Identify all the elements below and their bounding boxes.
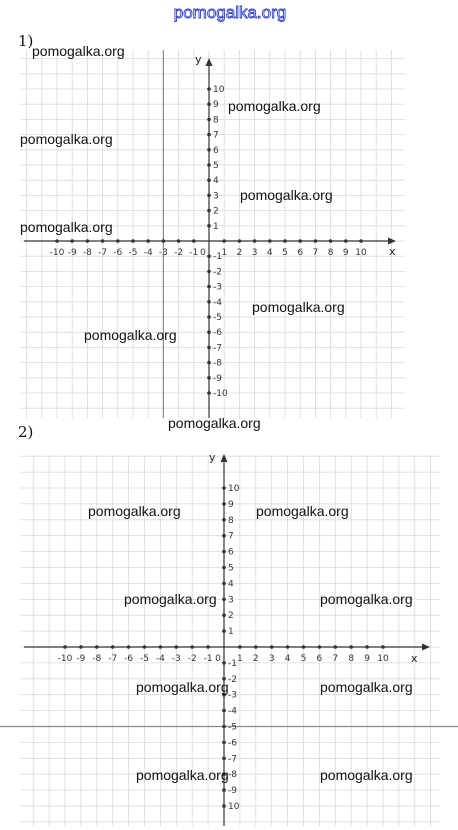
x-tick-label: 1 <box>237 654 243 664</box>
watermark-text: pomogalka.org <box>136 679 229 695</box>
x-tick-dot <box>359 239 363 243</box>
y-tick-dot <box>222 566 226 570</box>
y-tick-label: 8 <box>228 515 234 526</box>
x-tick-label: 5 <box>300 654 307 664</box>
x-tick-dot <box>131 239 135 243</box>
x-tick-label: -8 <box>82 248 92 258</box>
y-tick-label: 2 <box>228 611 234 622</box>
y-tick-dot <box>207 361 211 365</box>
x-tick-dot <box>349 645 353 649</box>
y-tick-label: -4 <box>228 706 237 717</box>
y-tick-label: -7 <box>228 754 237 765</box>
y-tick-label: 6 <box>213 145 219 156</box>
y-axis-arrow <box>206 58 213 66</box>
y-tick-label: 10 <box>213 85 225 95</box>
x-tick-label: -1 <box>203 654 213 664</box>
watermark-text: pomogalka.org <box>88 503 181 519</box>
y-tick-dot <box>222 661 226 665</box>
y-tick-dot <box>222 550 226 554</box>
x-tick-label: 0 <box>200 248 206 258</box>
y-tick-label: -6 <box>228 738 237 749</box>
x-tick-dot <box>334 645 338 649</box>
watermark-text: pomogalka.org <box>252 299 345 315</box>
y-tick-dot <box>207 330 211 334</box>
watermark-text: pomogalka.org <box>168 415 261 431</box>
x-tick-dot <box>318 645 322 649</box>
y-tick-label: -3 <box>213 282 222 293</box>
x-tick-dot <box>143 645 147 649</box>
x-tick-label: -5 <box>128 248 138 258</box>
y-tick-label: 1 <box>213 221 219 232</box>
site-title: pomogalka.org <box>173 3 287 22</box>
y-tick-label: 5 <box>213 161 219 171</box>
y-tick-label: -9 <box>213 373 222 384</box>
x-tick-dot <box>192 239 196 243</box>
x-tick-label: 2 <box>236 248 243 258</box>
y-tick-dot <box>207 391 211 395</box>
x-tick-label: 6 <box>297 248 304 258</box>
part-label: 2) <box>18 423 34 441</box>
y-tick-dot <box>222 757 226 761</box>
y-tick-label: 6 <box>228 547 234 558</box>
y-tick-label: -8 <box>228 770 237 781</box>
y-tick-dot <box>207 270 211 274</box>
coordinate-plane-2 <box>0 423 458 826</box>
y-tick-label: -9 <box>228 786 237 797</box>
x-tick-label: 9 <box>342 248 349 258</box>
x-tick-label: 9 <box>364 654 370 664</box>
x-axis-name: x <box>389 245 396 258</box>
y-tick-label: -10 <box>213 389 228 399</box>
x-tick-dot <box>70 239 74 243</box>
y-tick-label: 7 <box>228 531 234 542</box>
y-tick-label: 3 <box>213 191 219 202</box>
y-tick-dot <box>222 518 226 522</box>
x-tick-label: 8 <box>348 654 355 664</box>
y-tick-label: -4 <box>213 297 222 308</box>
x-tick-label: -10 <box>57 654 73 664</box>
watermark-text: pomogalka.org <box>228 98 321 114</box>
x-tick-label: 5 <box>282 248 288 258</box>
watermark-text: pomogalka.org <box>136 767 229 783</box>
x-tick-label: 10 <box>377 654 389 664</box>
x-tick-dot <box>206 645 210 649</box>
y-tick-label: 8 <box>213 115 219 126</box>
y-tick-dot <box>207 224 211 228</box>
x-tick-dot <box>177 239 181 243</box>
coordinate-plane-1 <box>18 32 405 431</box>
x-tick-dot <box>222 239 226 243</box>
x-axis-arrow <box>388 238 396 245</box>
x-tick-label: -2 <box>174 248 184 258</box>
y-tick-dot <box>222 613 226 617</box>
y-tick-label: 5 <box>228 563 234 574</box>
x-tick-label: 0 <box>215 654 221 664</box>
y-tick-dot <box>222 502 226 506</box>
x-tick-dot <box>190 645 194 649</box>
x-tick-label: -10 <box>49 248 65 258</box>
x-tick-dot <box>253 239 257 243</box>
y-tick-label: 9 <box>228 499 234 510</box>
x-tick-dot <box>86 239 90 243</box>
y-tick-dot <box>207 315 211 319</box>
y-tick-label: 1 <box>228 627 234 638</box>
x-tick-dot <box>298 239 302 243</box>
x-tick-dot <box>162 239 166 243</box>
y-tick-label: -7 <box>213 343 222 354</box>
x-tick-dot <box>238 645 242 649</box>
y-tick-label: 9 <box>213 100 219 111</box>
y-tick-label: -6 <box>213 328 222 339</box>
y-tick-label: -2 <box>228 674 237 685</box>
x-tick-label: -6 <box>124 654 134 664</box>
x-tick-label: 4 <box>284 654 291 664</box>
x-tick-label: 6 <box>316 654 323 664</box>
y-tick-dot <box>222 725 226 729</box>
x-tick-label: -9 <box>67 248 77 258</box>
watermark-text: pomogalka.org <box>32 43 125 59</box>
x-tick-label: -8 <box>92 654 102 664</box>
x-tick-dot <box>381 645 385 649</box>
x-tick-label: 1 <box>221 248 228 258</box>
y-axis-name: y <box>195 53 202 66</box>
x-tick-dot <box>111 645 115 649</box>
y-tick-label: -3 <box>228 690 237 701</box>
x-tick-dot <box>344 239 348 243</box>
watermark-text: pomogalka.org <box>320 679 413 695</box>
y-tick-dot <box>207 163 211 167</box>
watermark-text: pomogalka.org <box>20 131 113 147</box>
x-tick-dot <box>254 645 258 649</box>
y-tick-dot <box>222 741 226 745</box>
y-tick-dot <box>207 148 211 152</box>
y-tick-label: 2 <box>213 206 219 217</box>
x-tick-dot <box>116 239 120 243</box>
y-tick-dot <box>222 534 226 538</box>
y-axis-arrow <box>221 454 228 462</box>
y-tick-dot <box>222 629 226 633</box>
x-tick-dot <box>365 645 369 649</box>
y-tick-label: -2 <box>213 267 222 278</box>
x-axis-arrow <box>422 644 430 651</box>
x-tick-label: -3 <box>171 654 181 664</box>
y-tick-label: -5 <box>213 313 222 323</box>
x-tick-label: 8 <box>327 248 334 258</box>
x-tick-label: -1 <box>189 248 199 258</box>
y-tick-label: 7 <box>213 130 219 141</box>
x-tick-dot <box>127 645 131 649</box>
y-tick-dot <box>207 254 211 258</box>
y-tick-dot <box>222 486 226 490</box>
watermark-text: pomogalka.org <box>84 327 177 343</box>
x-tick-label: -3 <box>158 248 168 258</box>
watermark-text: pomogalka.org <box>124 591 217 607</box>
x-tick-label: 3 <box>268 654 275 664</box>
y-tick-dot <box>222 804 226 808</box>
x-tick-dot <box>55 239 59 243</box>
x-tick-dot <box>314 239 318 243</box>
x-tick-label: 10 <box>355 248 367 258</box>
watermark-text: pomogalka.org <box>320 767 413 783</box>
watermark-text: pomogalka.org <box>240 187 333 203</box>
x-tick-label: -6 <box>113 248 123 258</box>
watermark-text: pomogalka.org <box>20 219 113 235</box>
x-tick-dot <box>286 645 290 649</box>
y-tick-dot <box>222 598 226 602</box>
y-tick-dot <box>222 709 226 713</box>
x-tick-dot <box>63 645 67 649</box>
x-tick-label: -4 <box>143 248 153 258</box>
x-tick-label: -9 <box>76 654 86 664</box>
x-tick-label: 4 <box>266 248 273 258</box>
y-tick-label: 4 <box>228 579 234 590</box>
y-tick-dot <box>207 300 211 304</box>
y-tick-dot <box>207 102 211 106</box>
y-tick-label: 4 <box>213 176 219 187</box>
x-tick-label: 7 <box>312 248 319 258</box>
y-tick-dot <box>207 133 211 137</box>
watermark-text: pomogalka.org <box>256 503 349 519</box>
y-tick-label: 3 <box>228 595 234 606</box>
y-tick-label: -1 <box>228 658 237 669</box>
x-tick-dot <box>302 645 306 649</box>
x-tick-label: -7 <box>98 248 108 258</box>
x-tick-dot <box>175 645 179 649</box>
x-tick-dot <box>159 645 163 649</box>
y-tick-dot <box>207 346 211 350</box>
x-tick-dot <box>270 645 274 649</box>
y-tick-label: -1 <box>213 252 222 263</box>
y-tick-label: -8 <box>213 358 222 369</box>
x-tick-label: -7 <box>108 654 118 664</box>
x-tick-label: -5 <box>140 654 149 664</box>
y-tick-dot <box>207 194 211 198</box>
x-tick-label: -4 <box>155 654 165 664</box>
x-tick-dot <box>329 239 333 243</box>
y-tick-dot <box>207 87 211 91</box>
y-tick-dot <box>222 582 226 586</box>
watermark-text: pomogalka.org <box>320 591 413 607</box>
x-tick-label: 3 <box>251 248 258 258</box>
y-tick-dot <box>207 376 211 380</box>
x-tick-dot <box>238 239 242 243</box>
x-tick-dot <box>95 645 99 649</box>
x-tick-label: 2 <box>252 654 259 664</box>
x-tick-dot <box>146 239 150 243</box>
y-tick-dot <box>207 285 211 289</box>
y-tick-label: -5 <box>228 722 237 733</box>
y-tick-dot <box>207 118 211 122</box>
x-tick-label: -2 <box>187 654 197 664</box>
part-label: 1) <box>18 32 34 50</box>
x-tick-dot <box>283 239 287 243</box>
x-tick-dot <box>79 645 83 649</box>
y-tick-dot <box>222 788 226 792</box>
y-axis-name: y <box>209 451 216 464</box>
y-tick-label: 10 <box>228 802 240 812</box>
x-tick-dot <box>101 239 105 243</box>
x-tick-dot <box>268 239 272 243</box>
y-tick-dot <box>207 209 211 213</box>
y-tick-dot <box>207 178 211 182</box>
x-axis-name: x <box>411 652 418 665</box>
y-tick-label: 10 <box>228 484 240 494</box>
x-tick-label: 7 <box>332 654 339 664</box>
